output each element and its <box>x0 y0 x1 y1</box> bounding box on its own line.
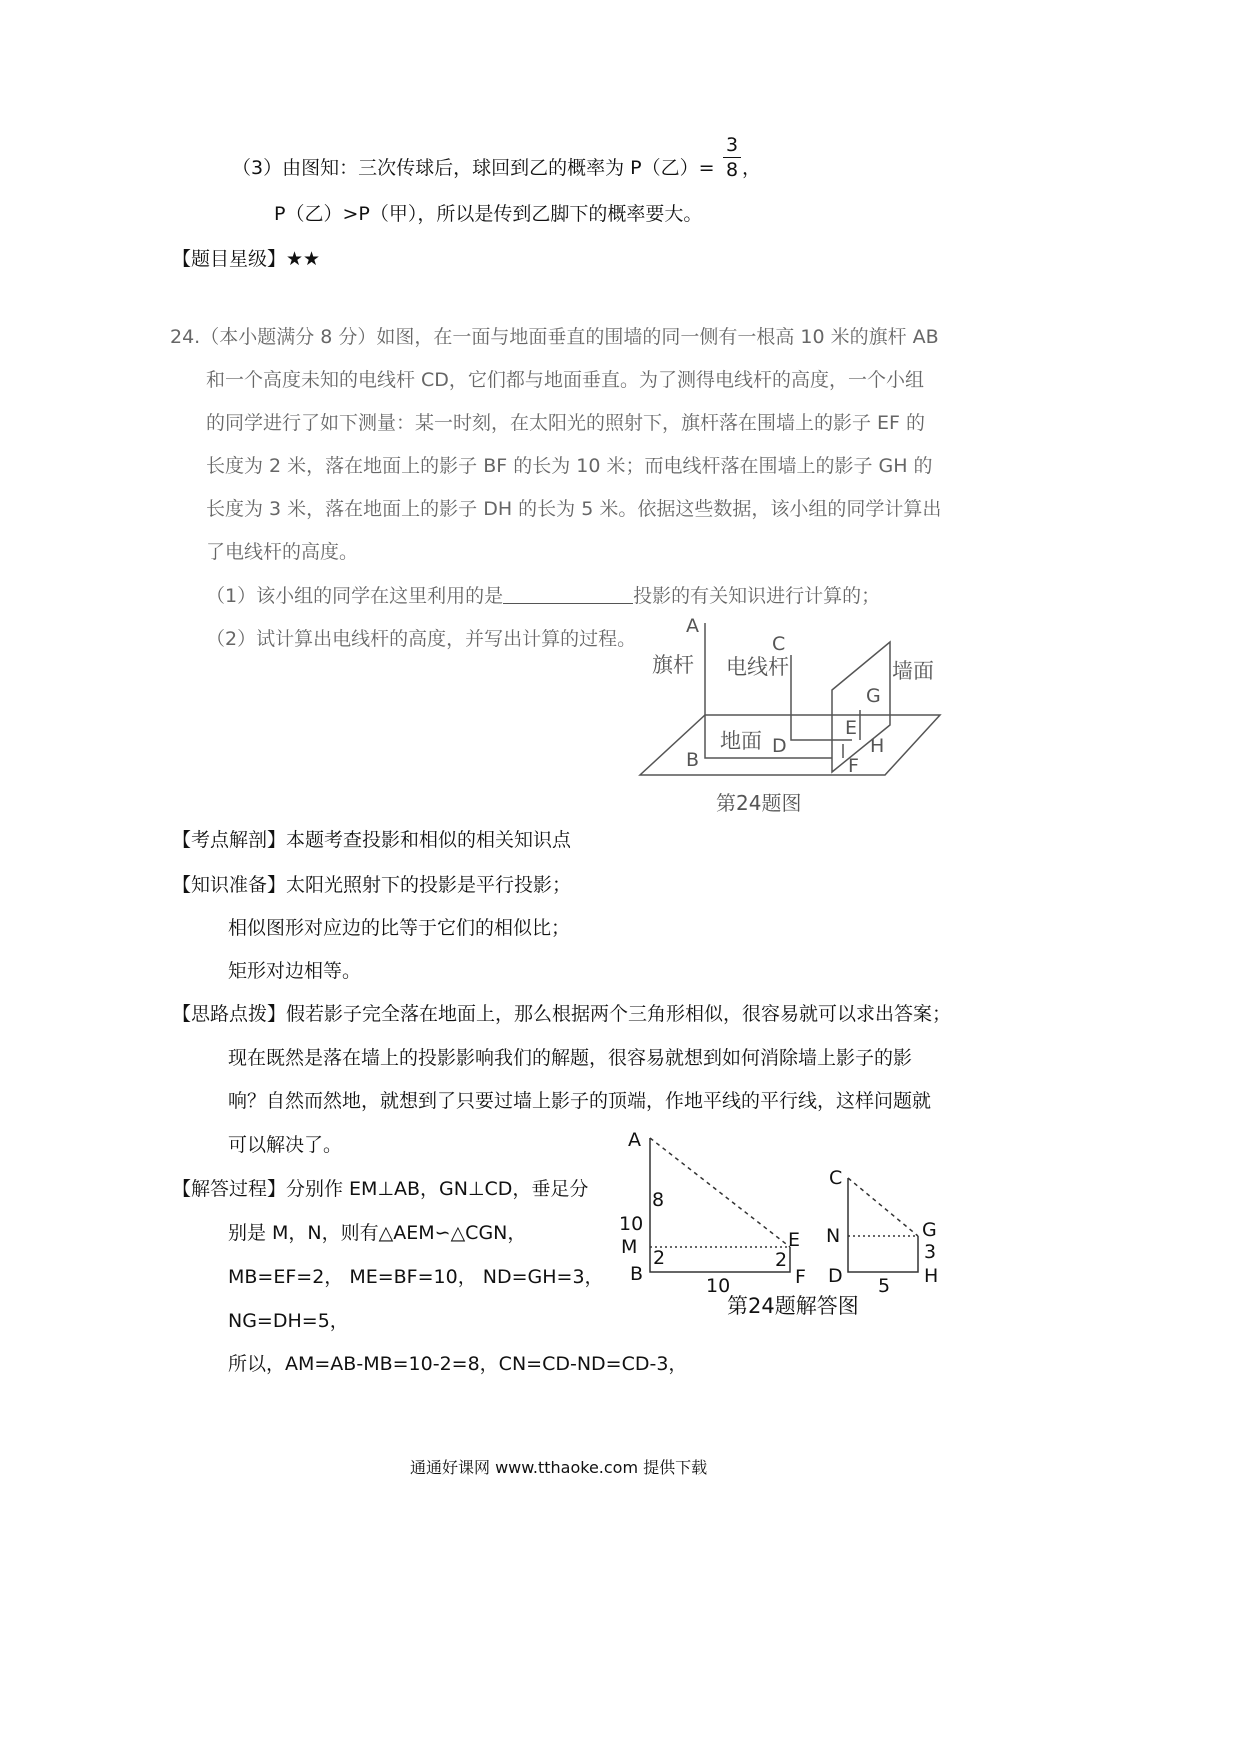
ground-plane <box>640 715 940 775</box>
label-ground: 地面 <box>720 729 762 753</box>
jieda-line-1: 分别作 EM⊥AB，GN⊥CD，垂足分 <box>286 1178 589 1200</box>
pole-shadow-line <box>791 655 852 740</box>
sol-label-h: H <box>924 1265 939 1287</box>
part3-line1: （3）由图知：三次传球后，球回到乙的概率为 P（乙）= <box>232 157 715 179</box>
ray-ae <box>650 1138 790 1247</box>
zhishi <box>172 873 571 897</box>
problem24-line-1: 24.（本小题满分 8 分）如图，在一面与地面垂直的围墙的同一侧有一根高 10 米的旗杆 AB <box>170 326 939 348</box>
problem24-line-6: 了电线杆的高度。 <box>206 541 359 563</box>
label-a: A <box>686 615 699 637</box>
label-d: D <box>772 735 787 757</box>
zhishi-label: 【知识准备】 <box>172 874 287 896</box>
label-g: G <box>866 685 881 707</box>
star-level <box>172 247 320 271</box>
silu <box>172 1002 951 1026</box>
label-flagpole: 旗杆 <box>652 653 694 677</box>
fraction-numerator: 3 <box>725 134 739 156</box>
triangle-abf-solid <box>650 1138 790 1272</box>
page-footer: 通通好课网 www.tthaoke.com 提供下载 <box>410 1458 708 1477</box>
question-2: （2）试计算出电线杆的高度，并写出计算的过程。 <box>206 628 637 650</box>
question-1 <box>206 584 880 608</box>
label-e: E <box>845 717 858 739</box>
label-b: B <box>686 749 700 771</box>
kaodian <box>172 828 571 852</box>
figure-24-solution <box>615 1120 955 1320</box>
sol-value-dh: 5 <box>878 1275 891 1297</box>
ray-cg <box>848 1178 918 1236</box>
label-f: F <box>848 755 859 777</box>
label-wall: 墙面 <box>892 659 934 683</box>
fraction-bar <box>723 157 741 158</box>
silu-line-1: 假若影子完全落在地面上，那么根据两个三角形相似，很容易就可以求出答案； <box>286 1003 952 1025</box>
sol-label-f: F <box>795 1266 806 1288</box>
probability-fraction <box>720 134 744 181</box>
jieda-line-4: NG=DH=5， <box>228 1310 349 1332</box>
jieda-line-2: 别是 M，N，则有△AEM∽△CGN， <box>228 1222 527 1244</box>
part3-line2: P（乙）>P（甲），所以是传到乙脚下的概率要大。 <box>274 203 703 225</box>
sol-label-m: M <box>621 1236 638 1258</box>
label-pole: 电线杆 <box>726 655 789 679</box>
answer-blank[interactable] <box>503 585 633 604</box>
sol-label-a: A <box>628 1129 641 1151</box>
zhishi-line-1: 太阳光照射下的投影是平行投影； <box>286 874 572 896</box>
jieda-line-3: MB=EF=2， ME=BF=10， ND=GH=3， <box>228 1266 604 1288</box>
label-h: H <box>870 735 885 757</box>
silu-label: 【思路点拨】 <box>172 1003 287 1025</box>
zhishi-line-3: 矩形对边相等。 <box>228 960 362 982</box>
silu-line-3: 响？自然而然地，就想到了只要过墙上影子的顶端，作地平线的平行线，这样问题就 <box>228 1090 932 1112</box>
sol-value-bf: 10 <box>706 1275 731 1297</box>
jieda-line-5: 所以，AM=AB-MB=10-2=8，CN=CD-ND=CD-3， <box>228 1353 688 1375</box>
label-c: C <box>772 633 786 655</box>
question-1-after: 投影的有关知识进行计算的； <box>633 585 881 607</box>
sol-label-g: G <box>922 1219 937 1241</box>
sol-label-b: B <box>630 1263 644 1285</box>
sol-label-c: C <box>829 1167 843 1189</box>
star-level-label: 【题目星级】 <box>172 248 287 270</box>
figure-24-caption: 第24题图 <box>716 791 802 815</box>
kaodian-label: 【考点解剖】 <box>172 829 287 851</box>
silu-line-2: 现在既然是落在墙上的投影影响我们的解题，很容易就想到如何消除墙上影子的影 <box>228 1047 913 1069</box>
sol-value-am: 8 <box>652 1189 665 1211</box>
sol-label-n: N <box>826 1225 841 1247</box>
kaodian-text: 本题考查投影和相似的相关知识点 <box>286 829 572 851</box>
figure-24-solution-caption: 第24题解答图 <box>727 1294 859 1318</box>
problem24-line-4: 长度为 2 米，落在地面上的影子 BF 的长为 10 米；而电线杆落在围墙上的影子 GH 的 <box>206 455 933 477</box>
sol-label-e: E <box>788 1229 801 1251</box>
problem24-line-2: 和一个高度未知的电线杆 CD，它们都与地面垂直。为了测得电线杆的高度，一个小组 <box>206 369 924 391</box>
problem24-line-5: 长度为 3 米，落在地面上的影子 DH 的长为 5 米。依据这些数据，该小组的同学计算出 <box>206 498 942 520</box>
zhishi-line-2: 相似图形对应边的比等于它们的相似比； <box>228 917 571 939</box>
part3-trailing-comma: ， <box>742 157 762 179</box>
triangle-cdh-solid <box>848 1178 918 1272</box>
sol-label-d: D <box>828 1265 843 1287</box>
sol-value-gh: 3 <box>924 1241 937 1263</box>
star-icons: ★★ <box>286 248 321 270</box>
sol-value-ef: 2 <box>775 1249 788 1271</box>
sol-value-ab: 10 <box>619 1213 644 1235</box>
figure-24-scene <box>630 610 960 830</box>
silu-line-4: 可以解决了。 <box>228 1134 343 1156</box>
jieda <box>172 1177 588 1201</box>
sol-value-mb: 2 <box>653 1247 666 1269</box>
question-1-before: （1）该小组的同学在这里利用的是 <box>206 585 504 607</box>
jieda-label: 【解答过程】 <box>172 1178 287 1200</box>
problem24-line-3: 的同学进行了如下测量：某一时刻，在太阳光的照射下，旗杆落在围墙上的影子 EF 的 <box>206 412 926 434</box>
fraction-denominator: 8 <box>725 159 739 181</box>
